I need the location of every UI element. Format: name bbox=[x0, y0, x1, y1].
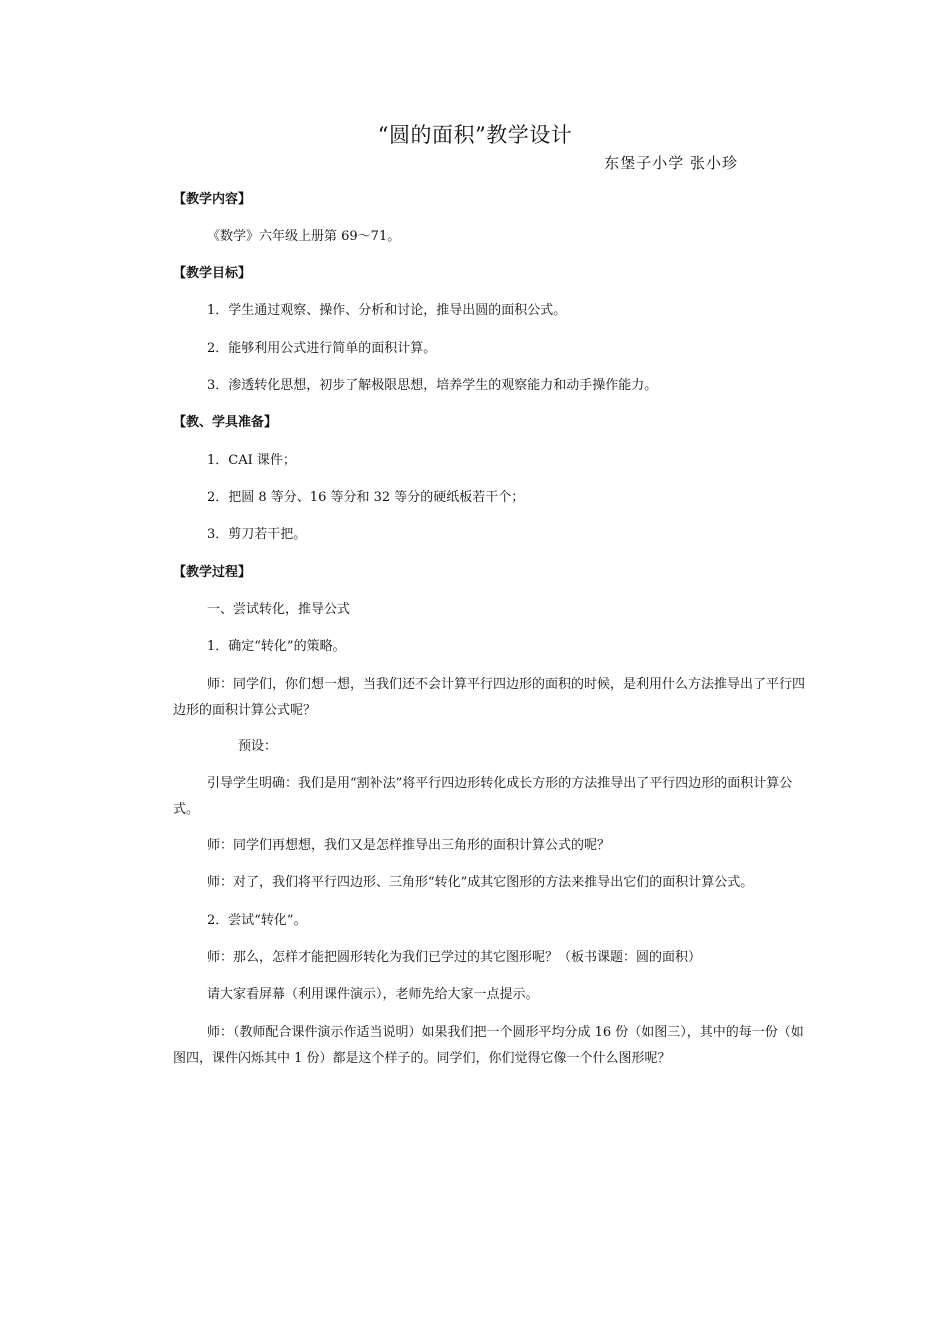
heading-teaching-process: 【教学过程】 bbox=[173, 565, 252, 580]
document-title: “圆的面积”教学设计 bbox=[377, 123, 573, 147]
heading-preparation: 【教、学具准备】 bbox=[173, 415, 278, 430]
preset-label: 预设： bbox=[238, 739, 278, 754]
prep-item: 2．把圆 8 等分、16 等分和 32 等分的硬纸板若干个； bbox=[207, 490, 525, 505]
teaching-content-text: 《数学》六年级上册第 69～71。 bbox=[207, 229, 401, 244]
prep-item: 1．CAI 课件； bbox=[207, 453, 296, 468]
process-part-title: 一、尝试转化，推导公式 bbox=[207, 602, 351, 617]
process-paragraph: 请大家看屏幕（利用课件演示），老师先给大家一点提示。 bbox=[207, 987, 539, 1002]
goal-item: 3．渗透转化思想，初步了解极限思想，培养学生的观察能力和动手操作能力。 bbox=[207, 378, 658, 393]
heading-teaching-goals: 【教学目标】 bbox=[173, 266, 252, 281]
process-paragraph: 引导学生明确：我们是用“割补法”将平行四边形转化成长方形的方法推导出了平行四边形的面积计算公式。 bbox=[173, 776, 793, 817]
process-step-title: 1．确定“转化”的策略。 bbox=[207, 639, 346, 654]
prep-item: 3．剪刀若干把。 bbox=[207, 527, 307, 542]
goal-item: 1．学生通过观察、操作、分析和讨论，推导出圆的面积公式。 bbox=[207, 303, 567, 318]
process-step-title: 2．尝试“转化”。 bbox=[207, 913, 307, 928]
process-paragraph: 师：同学们再想想，我们又是怎样推导出三角形的面积计算公式的呢？ bbox=[207, 838, 611, 853]
process-paragraph: 师：那么，怎样才能把圆形转化为我们已学过的其它图形呢？（板书课题：圆的面积） bbox=[207, 950, 702, 965]
heading-teaching-content: 【教学内容】 bbox=[173, 192, 252, 207]
process-paragraph: 师：同学们，你们想一想，当我们还不会计算平行四边形的面积的时候，是利用什么方法推导出了平行四边形的面积计算公式呢？ bbox=[173, 677, 806, 718]
author-line: 东堡子小学 张小珍 bbox=[604, 154, 738, 172]
process-paragraph: 师：对了，我们将平行四边形、三角形“转化”成其它图形的方法来推导出它们的面积计算公式。 bbox=[207, 875, 754, 890]
goal-item: 2．能够利用公式进行简单的面积计算。 bbox=[207, 341, 437, 356]
process-paragraph: 师：（教师配合课件演示作适当说明）如果我们把一个圆形平均分成 16 份（如图三），其中的每一份（如图四，课件闪烁其中 1 份）都是这个样子的。同学们，你们觉得它像一个什么图形呢？ bbox=[173, 1025, 804, 1066]
